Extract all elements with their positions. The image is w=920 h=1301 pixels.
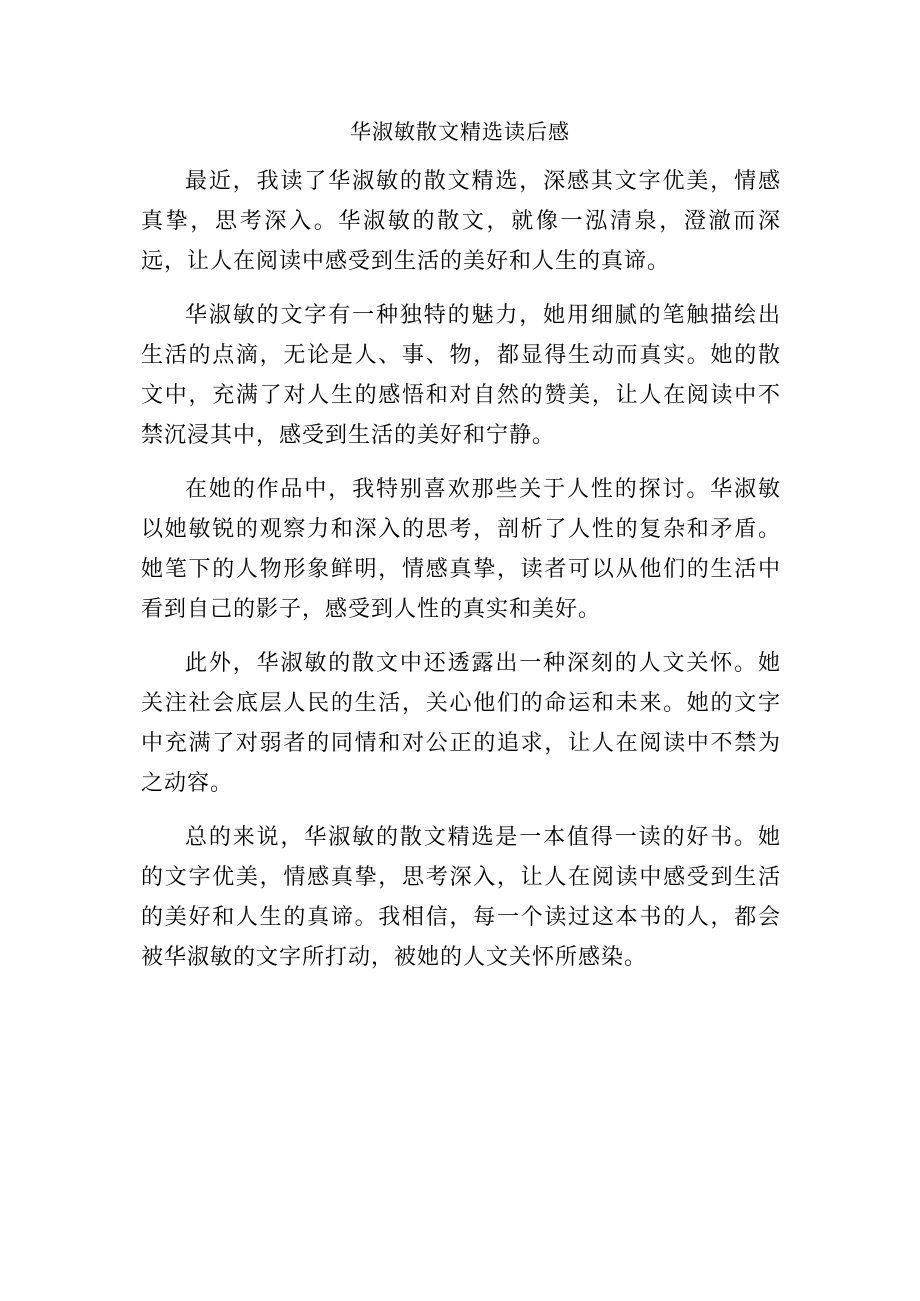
paragraph-1: 最近，我读了华淑敏的散文精选，深感其文字优美，情感真挚，思考深入。华淑敏的散文，就像一泓清泉，澄澈而深远，让人在阅读中感受到生活的美好和人生的真谛。 bbox=[141, 169, 781, 274]
document-body bbox=[141, 162, 781, 992]
paragraph-2: 华淑敏的文字有一种独特的魅力，她用细腻的笔触描绘出生活的点滴，无论是人、事、物，都显得生动而真实。她的散文中，充满了对人生的感悟和对自然的赞美，让人在阅读中不禁沉浸其中，感受到生活的美好和宁静。 bbox=[141, 303, 781, 448]
document-title: 华淑敏散文精选读后感 bbox=[350, 120, 570, 144]
paragraph-5: 总的来说，华淑敏的散文精选是一本值得一读的好书。她的文字优美，情感真挚，思考深入，让人在阅读中感受到生活的美好和人生的真谛。我相信，每一个读过这本书的人，都会被华淑敏的文字所打动，被她的人文关怀所感染。 bbox=[141, 825, 781, 970]
paragraph-4: 此外，华淑敏的散文中还透露出一种深刻的人文关怀。她关注社会底层人民的生活，关心他们的命运和未来。她的文字中充满了对弱者的同情和对公正的追求，让人在阅读中不禁为之动容。 bbox=[141, 651, 781, 796]
paragraph-3: 在她的作品中，我特别喜欢那些关于人性的探讨。华淑敏以她敏锐的观察力和深入的思考，剖析了人性的复杂和矛盾。她笔下的人物形象鲜明，情感真挚，读者可以从他们的生活中看到自己的影子，感受到人性的真实和美好。 bbox=[141, 477, 781, 622]
